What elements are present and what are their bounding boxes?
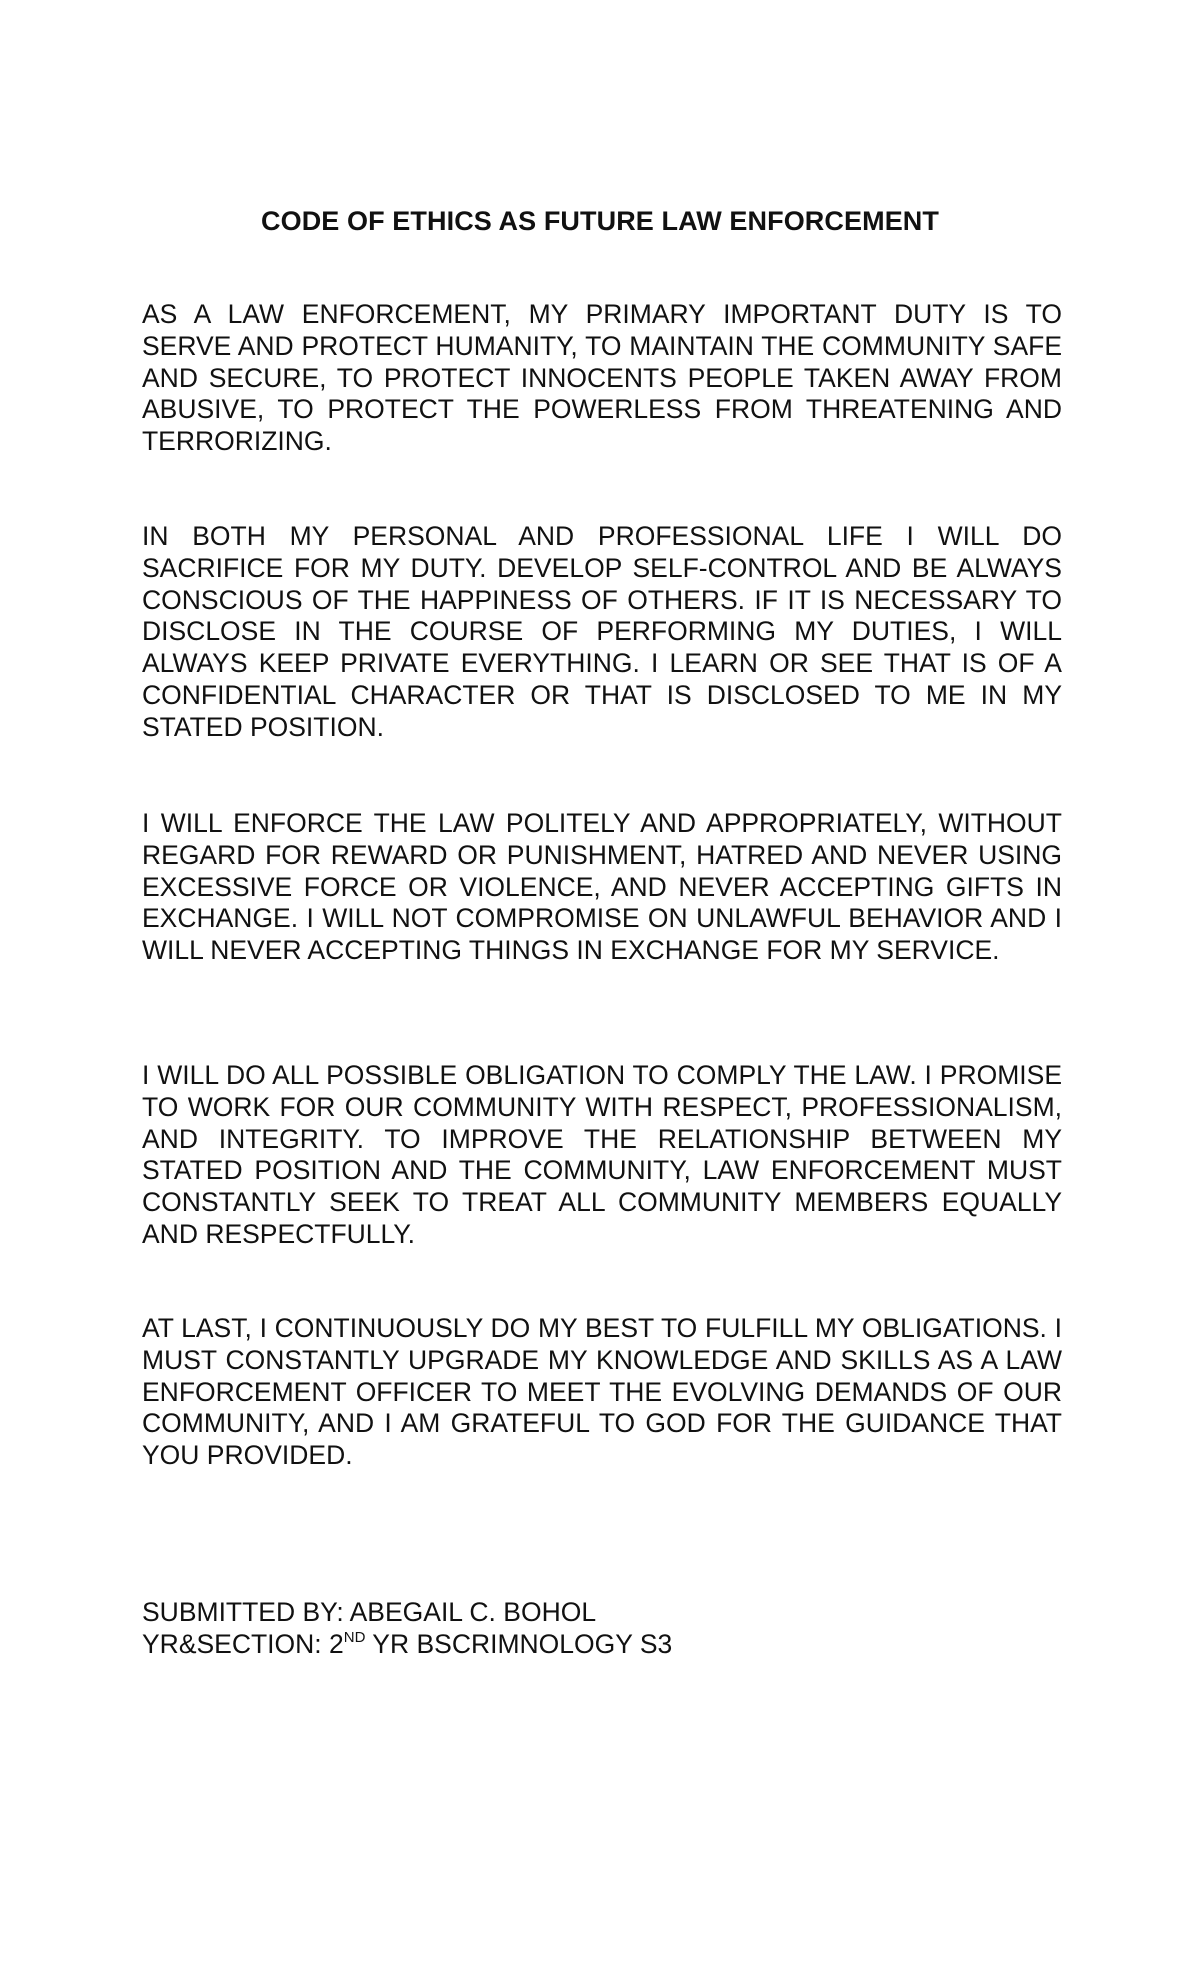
paragraph-1: AS A LAW ENFORCEMENT, MY PRIMARY IMPORTANT DUTY IS TO SERVE AND PROTECT HUMANITY, TO MAINTAIN THE COMMUNITY SAFE AND SECURE, TO PROTECT INNOCENTS PEOPLE TAKEN AWAY FROM ABUSIVE, TO PROTECT THE POWERLESS FROM THREATENING AND TERRORIZING. [142,299,1062,457]
yr-section-suffix: YR BSCRIMNOLOGY S3 [365,1629,673,1659]
submitted-by-line: SUBMITTED BY: ABEGAIL C. BOHOL [142,1597,597,1627]
paragraph-4: I WILL DO ALL POSSIBLE OBLIGATION TO COMPLY THE LAW. I PROMISE TO WORK FOR OUR COMMUNITY WITH RESPECT, PROFESSIONALISM, AND INTEGRITY. TO IMPROVE THE RELATIONSHIP BETWEEN MY STATED POSITION AND THE COMMUNITY, LAW ENFORCEMENT MUST CONSTANTLY SEEK TO TREAT ALL COMMUNITY MEMBERS EQUALLY AND RESPECTFULLY. [142,1060,1062,1249]
yr-section-prefix: YR&SECTION: 2 [142,1629,344,1659]
yr-section-line [142,1629,672,1661]
paragraph-5: AT LAST, I CONTINUOUSLY DO MY BEST TO FULFILL MY OBLIGATIONS. I MUST CONSTANTLY UPGRADE MY KNOWLEDGE AND SKILLS AS A LAW ENFORCEMENT OFFICER TO MEET THE EVOLVING DEMANDS OF OUR COMMUNITY, AND I AM GRATEFUL TO GOD FOR THE GUIDANCE THAT YOU PROVIDED. [142,1313,1062,1471]
paragraph-2: IN BOTH MY PERSONAL AND PROFESSIONAL LIFE I WILL DO SACRIFICE FOR MY DUTY. DEVELOP SELF-CONTROL AND BE ALWAYS CONSCIOUS OF THE HAPPINESS OF OTHERS. IF IT IS NECESSARY TO DISCLOSE IN THE COURSE OF PERFORMING MY DUTIES, I WILL ALWAYS KEEP PRIVATE EVERYTHING. I LEARN OR SEE THAT IS OF A CONFIDENTIAL CHARACTER OR THAT IS DISCLOSED TO ME IN MY STATED POSITION. [142,521,1062,742]
paragraph-3: I WILL ENFORCE THE LAW POLITELY AND APPROPRIATELY, WITHOUT REGARD FOR REWARD OR PUNISHMENT, HATRED AND NEVER USING EXCESSIVE FORCE OR VIOLENCE, AND NEVER ACCEPTING GIFTS IN EXCHANGE. I WILL NOT COMPROMISE ON UNLAWFUL BEHAVIOR AND I WILL NEVER ACCEPTING THINGS IN EXCHANGE FOR MY SERVICE. [142,808,1062,966]
yr-section-ordinal-superscript: ND [343,1629,366,1646]
document-title: CODE OF ETHICS AS FUTURE LAW ENFORCEMENT [261,206,939,236]
